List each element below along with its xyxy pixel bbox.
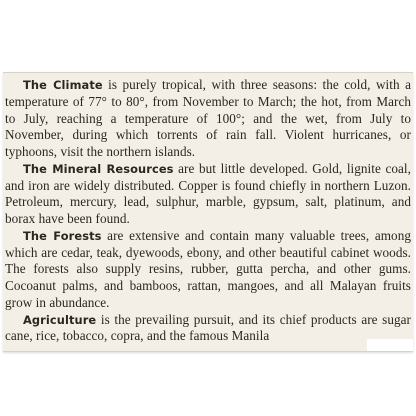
heading-agriculture: Agriculture bbox=[23, 312, 97, 327]
heading-mineral-resources: The Mineral Resources bbox=[23, 161, 174, 176]
paragraph-mineral-resources bbox=[5, 161, 411, 228]
heading-climate: The Climate bbox=[23, 78, 103, 92]
paragraph-body-agriculture: is the prevailing pursuit, and its chief products are sugar cane, rice, tobacco, copra, and the famous Manila bbox=[5, 311, 411, 344]
paragraph-body-mineral-resources: are but little developed. Gold, lignite coal, and iron are widely distributed. Copper is found chiefly in northern Luzon. Petroleum, mercury, lead, sulphur, marble, gypsum, salt, platinum, and borax have been found. bbox=[5, 160, 411, 226]
clipping-cut-corner bbox=[367, 339, 413, 351]
article-text bbox=[5, 77, 411, 345]
paragraph-body-climate: is purely tropical, with three seasons: the cold, with a temperature of 77° to 80°, from November to March; the hot, from March to July, reaching a temperature of 100°; and the wet, from July to November, during which torrents of rain fall. Violent hurricanes, or typhoons, visit the northern islands. bbox=[5, 77, 411, 159]
heading-forests: The Forests bbox=[23, 228, 102, 243]
paragraph-body-forests: are extensive and contain many valuable trees, among which are cedar, teak, dyewoods, ebony, and other beautiful cabinet woods. The forests also supply resins, rubber, gutta percha, and other gums. Cocoanut palms, and bamboos, rattan, mangoes, and all Malayan fruits grow in abundance. bbox=[5, 227, 411, 310]
paragraph-agriculture bbox=[5, 312, 411, 346]
paragraph-forests bbox=[5, 228, 411, 312]
newspaper-clipping bbox=[3, 72, 413, 352]
paragraph-climate bbox=[5, 77, 411, 161]
